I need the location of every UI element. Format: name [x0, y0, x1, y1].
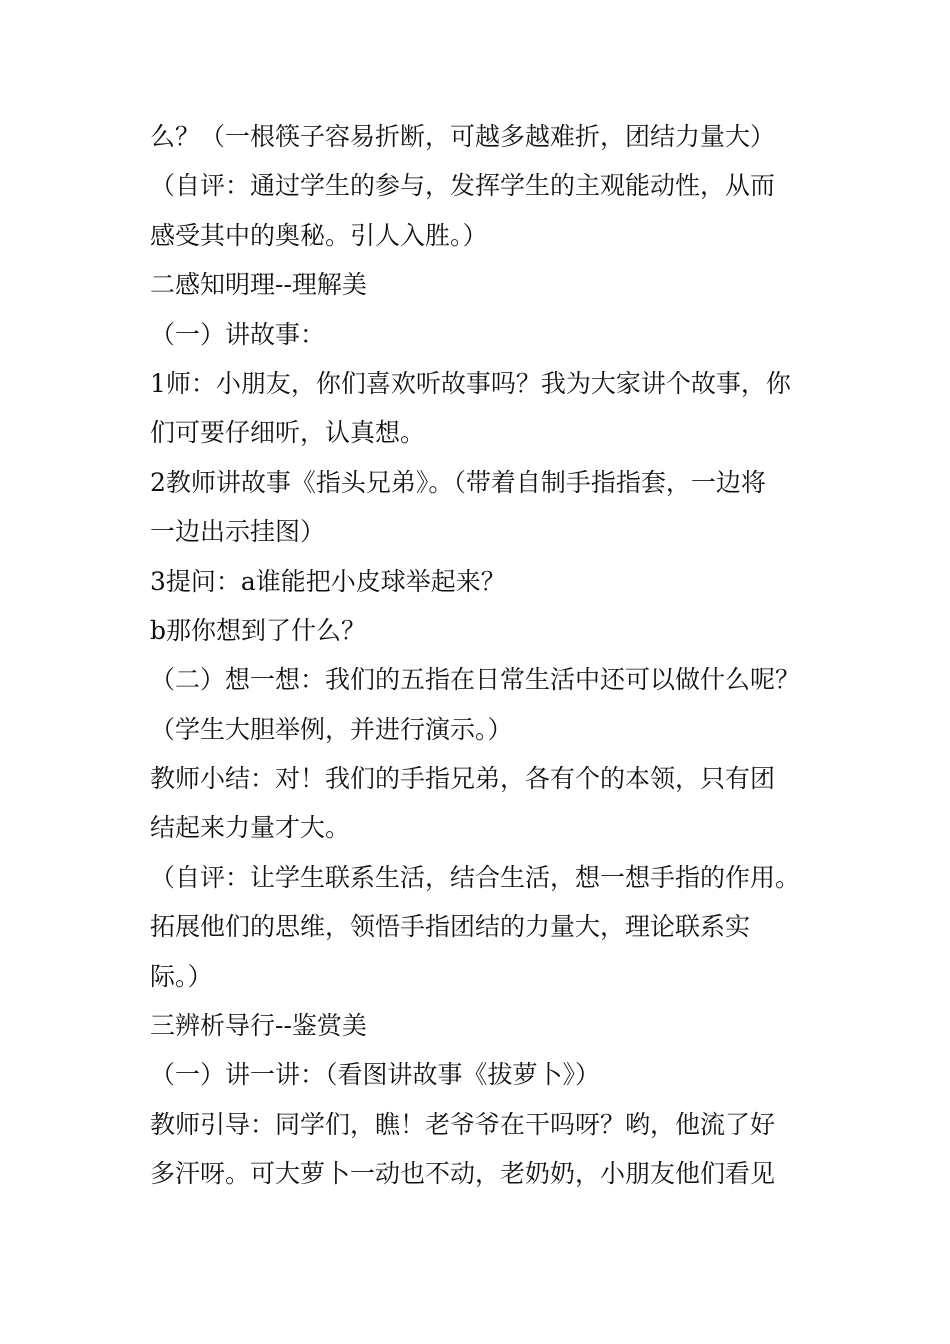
subsection-heading: （一）讲一讲：（看图讲故事《拔萝卜》）	[150, 1060, 601, 1090]
text-line: 结起来力量才大。	[150, 813, 351, 843]
text-line: 一边出示挂图）	[150, 517, 326, 547]
subsection-heading: （一）讲故事：	[150, 319, 326, 349]
text-line: （学生大胆举例，并进行演示。）	[150, 714, 513, 744]
text-line: 们可要仔细听，认真想。	[150, 418, 426, 448]
text-line: 教师引导：同学们，瞧！老爷爷在干吗呀？哟，他流了好	[150, 1109, 776, 1139]
text-line: 么？（一根筷子容易折断，可越多越难折，团结力量大）	[150, 122, 776, 151]
text-line: 拓展他们的思维，领悟手指团结的力量大，理论联系实	[150, 912, 751, 942]
text-line: 教师小结：对！我们的手指兄弟，各有个的本领，只有团	[150, 764, 776, 794]
text-line: 1师：小朋友，你们喜欢听故事吗？我为大家讲个故事，你	[150, 368, 791, 398]
text-line: b那你想到了什么？	[150, 615, 367, 645]
subsection-heading: （二）想一想：我们的五指在日常生活中还可以做什么呢？	[150, 665, 801, 695]
section-heading: 二感知明理--理解美	[150, 270, 367, 300]
text-line: 多汗呀。可大萝卜一动也不动，老奶奶，小朋友他们看见	[150, 1159, 776, 1189]
text-line: 3提问：a谁能把小皮球举起来？	[150, 566, 506, 596]
text-line: 2教师讲故事《指头兄弟》。（带着自制手指指套，一边将	[150, 467, 766, 497]
text-line: 感受其中的奥秘。引人入胜。）	[150, 220, 488, 250]
section-heading: 三辨析导行--鉴赏美	[150, 1011, 367, 1041]
document-body	[150, 112, 815, 1199]
text-line: （自评：通过学生的参与，发挥学生的主观能动性，从而	[150, 171, 776, 201]
text-line: （自评：让学生联系生活，结合生活，想一想手指的作用。	[150, 862, 801, 892]
text-line: 际。）	[150, 961, 213, 991]
